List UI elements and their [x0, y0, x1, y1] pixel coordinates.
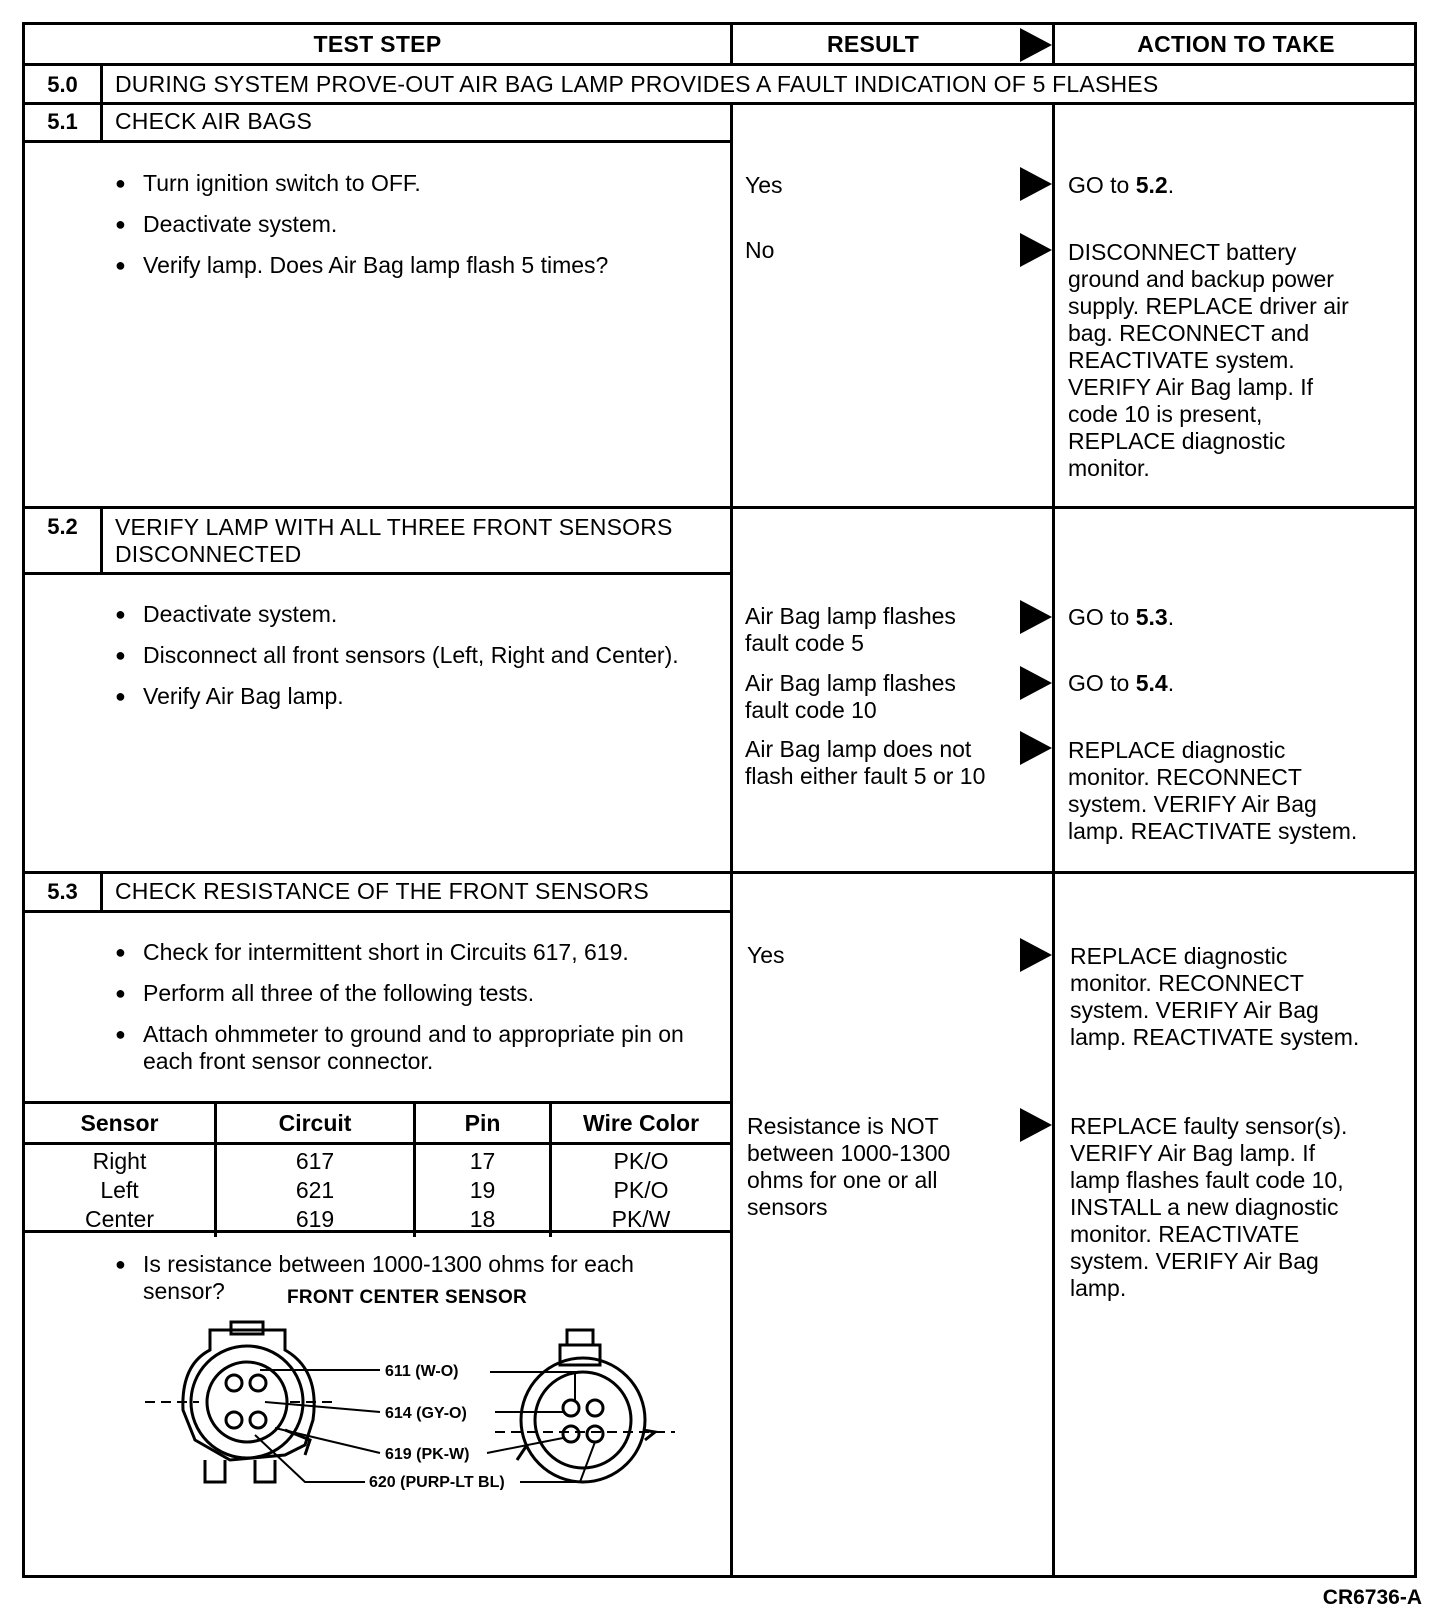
bullet-item: ● Check for intermittent short in Circuits 617, 619.	[115, 939, 715, 966]
arrow-icon	[1020, 1108, 1052, 1142]
table-cell: PK/W	[611, 1206, 671, 1232]
step-bullets	[115, 601, 715, 724]
header-arrow-icon	[1020, 28, 1052, 62]
table-cell: PK/O	[613, 1148, 669, 1174]
action-text: REPLACE faulty sensor(s). VERIFY Air Bag lamp. If lamp flashes fault code 10, INSTALL a new diagnostic monitor. REACTIVATE system. VERIFY Air Bag lamp.	[1070, 1113, 1348, 1301]
step-title: CHECK RESISTANCE OF THE FRONT SENSORS	[115, 878, 649, 904]
bullet-item: ● Perform all three of the following tests.	[115, 980, 715, 1007]
mating-connector-icon	[517, 1330, 655, 1482]
arrow-icon	[1020, 938, 1052, 972]
header-test-step: TEST STEP	[313, 31, 442, 57]
callout-label: 619 (PK-W)	[385, 1446, 470, 1463]
figure-code: CR6736-A	[1322, 1586, 1422, 1609]
table-cell: 19	[415, 1176, 551, 1205]
column-header: Circuit	[216, 1104, 415, 1144]
action-text: REPLACE diagnostic monitor. RECONNECT system. VERIFY Air Bag lamp. REACTIVATE system.	[1070, 943, 1360, 1050]
step-title: VERIFY LAMP WITH ALL THREE FRONT SENSORS DISCONNECTED	[115, 514, 673, 567]
result-text: Air Bag lamp does not flash either fault 5 or 10	[745, 736, 986, 789]
action-text: DISCONNECT battery ground and backup power supply. REPLACE driver air bag. RECONNECT and REACTIVATE system. VERIFY Air Bag lamp. If code 10 is present, REPLACE diagnostic monitor.	[1068, 239, 1349, 481]
callout-label: 614 (GY-O)	[385, 1405, 467, 1422]
sensor-table	[25, 1104, 730, 1237]
front-center-sensor-diagram	[135, 1310, 695, 1490]
bullet-item: ● Is resistance between 1000-1300 ohms for each sensor?	[115, 1251, 675, 1305]
step-number: 5.1	[47, 109, 78, 134]
action-text: REPLACE diagnostic monitor. RECONNECT system. VERIFY Air Bag lamp. REACTIVATE system.	[1068, 737, 1358, 844]
table-cell: 621	[216, 1176, 415, 1205]
arrow-icon	[1020, 731, 1052, 765]
figure-label: FRONT CENTER SENSOR	[287, 1287, 528, 1308]
column-header: Wire Color	[551, 1104, 731, 1144]
step-title: CHECK AIR BAGS	[115, 108, 313, 134]
step-number: 5.0	[47, 72, 78, 97]
table-cell: Right	[25, 1144, 216, 1177]
result-text: Yes	[745, 172, 783, 198]
bullet-item: ● Disconnect all front sensors (Left, Right and Center).	[115, 642, 715, 669]
result-text: Air Bag lamp flashes fault code 5	[745, 603, 956, 656]
table-cell: PK/O	[613, 1177, 669, 1203]
bullet-item: ● Deactivate system.	[115, 601, 715, 628]
table-cell: 617	[216, 1144, 415, 1177]
result-text: Air Bag lamp flashes fault code 10	[745, 670, 956, 723]
step-number: 5.2	[47, 514, 78, 539]
action-text: GO to 5.2.	[1068, 172, 1175, 198]
callout-label: 620 (PURP-LT BL)	[369, 1474, 505, 1490]
header-action: ACTION TO TAKE	[1137, 31, 1335, 57]
arrow-icon	[1020, 233, 1052, 267]
bullet-item: ● Verify Air Bag lamp.	[115, 683, 715, 710]
table-cell: 17	[415, 1144, 551, 1177]
table-cell: Center	[25, 1205, 216, 1237]
arrow-icon	[1020, 666, 1052, 700]
result-text: No	[745, 237, 775, 263]
header-result: RESULT	[826, 31, 920, 57]
column-header: Pin	[415, 1104, 551, 1144]
arrow-icon	[1020, 600, 1052, 634]
callout-label: 611 (W-O)	[385, 1363, 459, 1380]
step-title: DURING SYSTEM PROVE-OUT AIR BAG LAMP PROVIDES A FAULT INDICATION OF 5 FLASHES	[115, 71, 1159, 97]
table-cell: 18	[415, 1205, 551, 1237]
result-text: Resistance is NOT between 1000-1300 ohms for one or all sensors	[747, 1113, 951, 1220]
column-header: Sensor	[25, 1104, 216, 1144]
table-row	[25, 1176, 730, 1205]
step-bullets	[115, 939, 715, 1089]
diagnostic-chart	[22, 22, 1417, 1578]
step-bullets	[115, 170, 715, 293]
result-text: Yes	[747, 942, 785, 968]
step-number: 5.3	[47, 879, 78, 904]
bullet-item: ● Attach ohmmeter to ground and to appropriate pin on each front sensor connector.	[115, 1021, 715, 1075]
action-text: GO to 5.3.	[1068, 604, 1175, 630]
table-row	[25, 1144, 730, 1177]
bullet-item: ● Deactivate system.	[115, 211, 715, 238]
table-cell: 619	[216, 1205, 415, 1237]
bullet-item: ● Turn ignition switch to OFF.	[115, 170, 715, 197]
table-cell: Left	[25, 1176, 216, 1205]
action-text: GO to 5.4.	[1068, 670, 1175, 696]
arrow-icon	[1020, 167, 1052, 201]
bullet-item: ● Verify lamp. Does Air Bag lamp flash 5 times?	[115, 252, 715, 279]
